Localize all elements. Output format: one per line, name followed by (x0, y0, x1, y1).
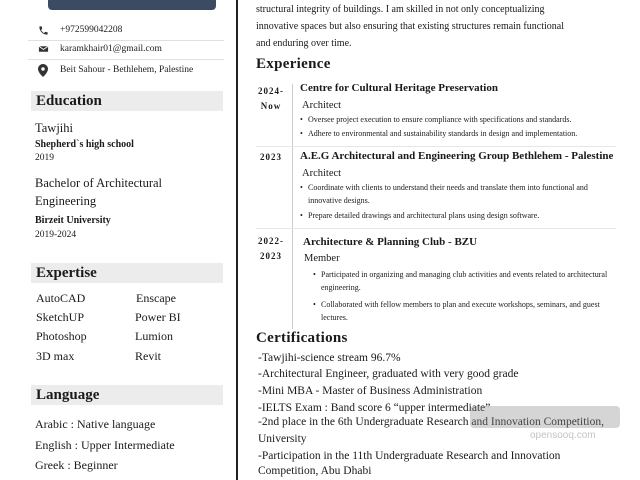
experience-bullet: • Collaborated with fellow members to plan and execute workshops, seminars, and guest lectures. (321, 298, 611, 324)
date-line: 2023 (260, 251, 282, 261)
experience-bullet: • Oversee project execution to ensure compliance with specifications and standards. (308, 113, 618, 126)
certification-line: -IELTS Exam : Band score 6 “upper intermediate” (258, 402, 491, 414)
summary-paragraph (256, 1, 616, 52)
summary-line: and enduring over time. (256, 38, 352, 49)
email-icon (36, 42, 50, 56)
experience-date (256, 84, 286, 114)
date-line: 2022- (258, 236, 284, 246)
education-title: Tawjihi (35, 121, 74, 135)
contact-address (36, 62, 193, 78)
language-item: Arabic : Native language (35, 417, 156, 431)
language-heading: Language (31, 385, 223, 405)
education-school: Birzeit University (35, 215, 111, 226)
summary-line: innovative spaces but also ensuring that existing structures remain functional (256, 21, 564, 32)
education-title: Engineering (35, 194, 97, 208)
certification-line: -2nd place in the 6th Undergraduate Research and Innovation Competition, (258, 416, 604, 428)
education-school: Shepherd`s high school (35, 139, 134, 150)
education-heading: Education (31, 91, 223, 111)
divider (256, 146, 616, 147)
certifications-heading: Certifications (256, 330, 348, 346)
experience-role: Member (304, 253, 340, 264)
address-text: Beit Sahour - Bethlehem, Palestine (60, 65, 194, 75)
date-line: Now (260, 101, 282, 111)
skill-item: Enscape (136, 291, 176, 305)
date-line: 2024- (258, 86, 284, 96)
skill-item: Power BI (135, 310, 181, 324)
experience-org: Centre for Cultural Heritage Preservation (300, 82, 498, 94)
skill-item: Lumion (135, 329, 173, 343)
skill-item: Photoshop (36, 329, 87, 343)
experience-heading: Experience (256, 56, 331, 72)
phone-text: +972599042208 (60, 25, 123, 35)
expertise-heading: Expertise (31, 263, 223, 283)
email-text: karamkhair01@gmail.com (60, 44, 162, 54)
language-item: Greek : Beginner (35, 458, 118, 472)
experience-bullet: • Participated in organizing and managing club activities and events related to architectural engineering. (321, 268, 611, 294)
contact-email (36, 41, 162, 57)
experience-role: Architect (302, 168, 342, 179)
experience-role: Architect (302, 100, 342, 111)
sidebar (0, 0, 236, 480)
certification-line: -Architectural Engineer, graduated with very good grade (258, 368, 519, 380)
summary-line: structural integrity of buildings. I am skilled in not only conceptualizing (256, 4, 545, 15)
divider (28, 59, 224, 60)
experience-date (256, 234, 286, 264)
certification-line: -Mini MBA - Master of Business Administration (258, 385, 483, 397)
experience-org: A.E.G Architectural and Engineering Group Bethlehem - Palestine (300, 150, 614, 162)
skill-item: AutoCAD (36, 291, 86, 305)
column-divider (236, 0, 238, 480)
experience-date (256, 150, 286, 165)
skill-item: Revit (135, 349, 161, 363)
timeline-line (292, 84, 293, 329)
certification-line: -Tawjihi-science stream 96.7% (258, 352, 401, 364)
skill-item: 3D max (36, 349, 75, 363)
certification-line: Competition, Abu Dhabi (258, 465, 372, 477)
experience-bullet: • Adhere to environmental and sustainability standards in design and implementation. (308, 127, 618, 140)
experience-bullet: • Coordinate with clients to understand their needs and translate them into functional and innovative designs. (308, 181, 618, 207)
education-title: Bachelor of Architectural (35, 176, 163, 190)
date-line: 2023 (260, 152, 282, 162)
contact-phone (36, 22, 122, 38)
experience-org: Architecture & Planning Club - BZU (303, 236, 478, 248)
certification-line: -Participation in the 11th Undergraduate Research and Innovation (258, 450, 561, 462)
certification-line: University (258, 433, 307, 445)
profile-photo (48, 0, 216, 10)
divider (256, 228, 616, 229)
education-year: 2019 (35, 153, 54, 163)
watermark-text: opensooq.com (530, 430, 596, 441)
location-pin-icon (36, 63, 50, 77)
language-item: English : Upper Intermediate (35, 438, 175, 452)
experience-bullet: • Prepare detailed drawings and architectural plans using design software. (308, 209, 618, 222)
phone-icon (36, 23, 50, 37)
education-year: 2019-2024 (35, 230, 77, 240)
skill-item: SketchUP (36, 310, 84, 324)
